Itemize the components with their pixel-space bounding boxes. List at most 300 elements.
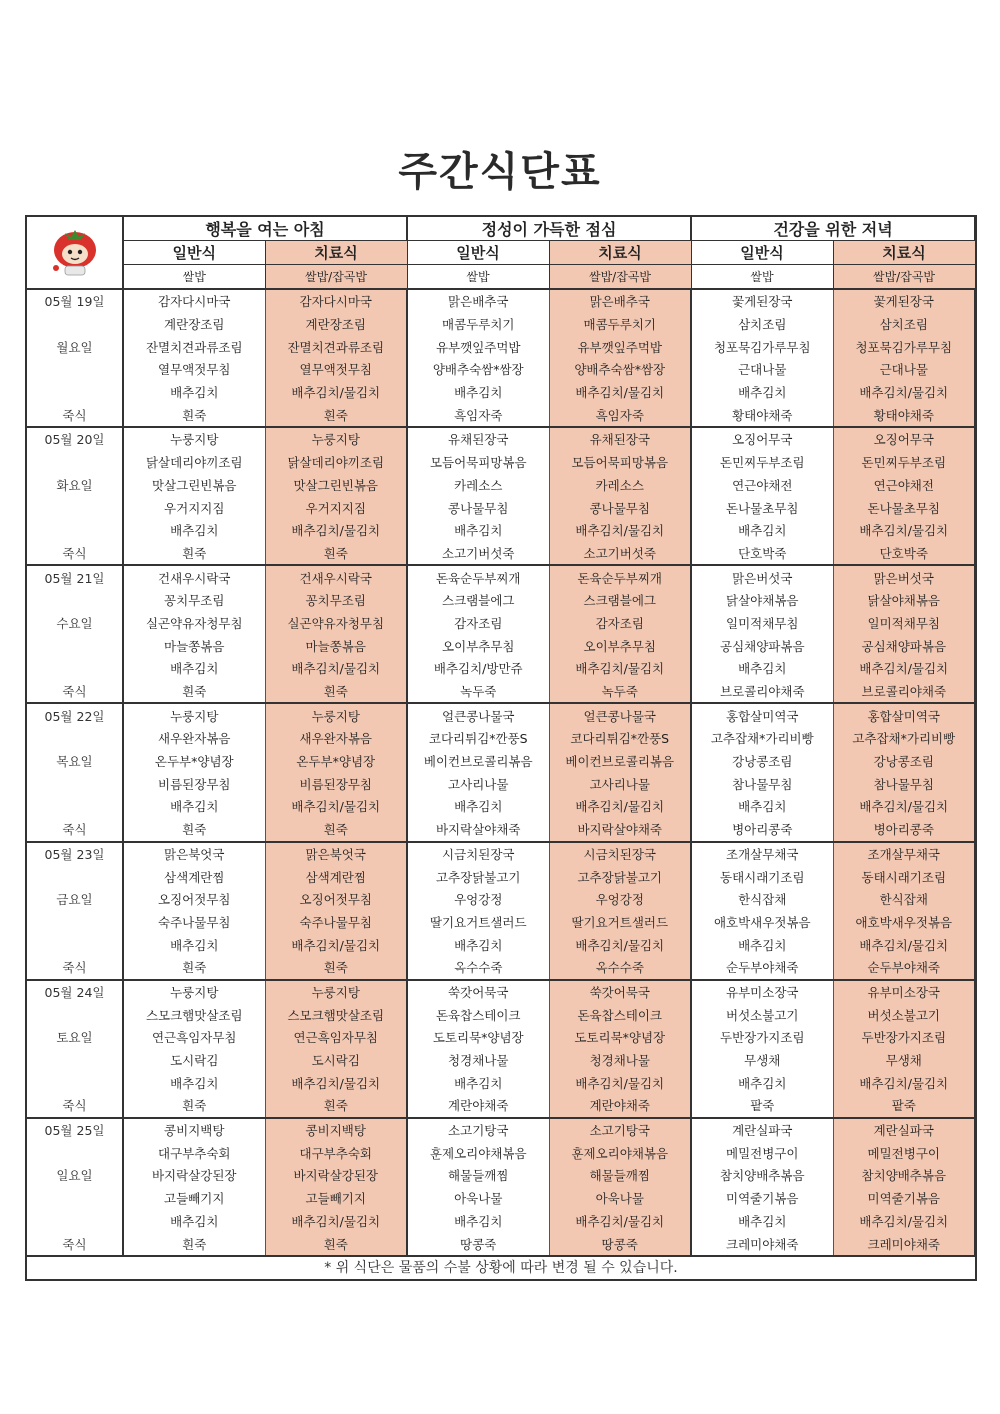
menu-item: 크레미야채죽: [691, 1232, 833, 1255]
menu-item: 대구부추숙회: [265, 1141, 407, 1164]
menu-item: 아욱나물: [407, 1187, 549, 1210]
menu-item: 열무액젓무침: [265, 358, 407, 381]
menu-item: 고사리나물: [549, 772, 691, 795]
day-date: 05월 22일: [27, 703, 123, 727]
day-cell-empty: [27, 1141, 123, 1164]
day-weekday: 목요일: [27, 750, 123, 773]
menu-item: 꽃게된장국: [691, 289, 833, 313]
menu-item: 배추김치: [691, 933, 833, 956]
menu-item: 배추김치/물김치: [833, 1210, 975, 1233]
menu-item: 순두부야채죽: [833, 956, 975, 980]
menu-item: 옥수수죽: [549, 956, 691, 980]
menu-item: 배추김치: [123, 381, 265, 404]
menu-item: 해물들깨찜: [407, 1164, 549, 1187]
menu-item: 스모크햄맛살조림: [123, 1003, 265, 1026]
menu-item: 애호박새우젓볶음: [691, 911, 833, 934]
menu-row: [27, 542, 975, 566]
menu-item: 고추잡채*가리비빵: [833, 727, 975, 750]
menu-item: 순두부야채죽: [691, 956, 833, 980]
menu-row: [27, 1187, 975, 1210]
menu-row: [27, 474, 975, 497]
menu-item: 콩나물무침: [549, 496, 691, 519]
menu-item: 황태야채죽: [833, 403, 975, 427]
menu-item: 계란장조림: [265, 313, 407, 336]
day-cell-empty: [27, 911, 123, 934]
menu-item: 미역줄기볶음: [691, 1187, 833, 1210]
menu-item: 카레소스: [407, 474, 549, 497]
menu-item: 고추잡채*가리비빵: [691, 727, 833, 750]
menu-item: 배추김치/물김치: [549, 519, 691, 542]
type-header: 치료식: [833, 241, 975, 265]
menu-item: 청경채나물: [549, 1049, 691, 1072]
menu-item: 얼큰콩나물국: [549, 703, 691, 727]
menu-item: 오이부추무침: [407, 634, 549, 657]
menu-item: 도시락김: [265, 1049, 407, 1072]
menu-item: 고사리나물: [407, 772, 549, 795]
menu-item: 맑은배추국: [549, 289, 691, 313]
menu-item: 배추김치/물김치: [265, 519, 407, 542]
menu-item: 돈나물초무침: [691, 496, 833, 519]
menu-item: 감자다시마국: [123, 289, 265, 313]
menu-item: 배추김치/물김치: [549, 381, 691, 404]
menu-item: 비름된장무침: [123, 772, 265, 795]
menu-item: 흰죽: [123, 818, 265, 842]
menu-row: [27, 427, 975, 451]
day-cell-empty: [27, 1003, 123, 1026]
menu-item: 시금치된장국: [549, 842, 691, 866]
day-porridge-label: 죽식: [27, 403, 123, 427]
menu-item: 누룽지탕: [265, 427, 407, 451]
menu-item: 돈민찌두부조림: [833, 451, 975, 474]
menu-row: [27, 795, 975, 818]
menu-item: 소고기버섯죽: [549, 542, 691, 566]
menu-item: 미역줄기볶음: [833, 1187, 975, 1210]
menu-item: 베이컨브로콜리볶음: [407, 750, 549, 773]
menu-row: [27, 703, 975, 727]
menu-item: 흰죽: [123, 956, 265, 980]
day-cell-empty: [27, 589, 123, 612]
menu-item: 돈육순두부찌개: [407, 565, 549, 589]
menu-item: 삼색계란찜: [123, 865, 265, 888]
menu-item: 계란야채죽: [407, 1094, 549, 1118]
menu-row: [27, 980, 975, 1004]
day-date: 05월 20일: [27, 427, 123, 451]
menu-item: 소고기탕국: [407, 1118, 549, 1142]
menu-item: 녹두죽: [549, 680, 691, 704]
menu-row: [27, 451, 975, 474]
menu-item: 오이부추무침: [549, 634, 691, 657]
menu-item: 계란장조림: [123, 313, 265, 336]
menu-item: 열무액젓무침: [123, 358, 265, 381]
menu-item: 새우완자볶음: [123, 727, 265, 750]
menu-item: 해물들깨찜: [549, 1164, 691, 1187]
menu-item: 건새우시락국: [265, 565, 407, 589]
menu-item: 돈나물초무침: [833, 496, 975, 519]
footer-note: * 위 식단은 물품의 수불 상황에 따라 변경 될 수 있습니다.: [27, 1255, 975, 1279]
menu-item: 동태시래기조림: [833, 865, 975, 888]
page-title: 주간식단표: [398, 149, 602, 195]
menu-item: 배추김치: [123, 1071, 265, 1094]
menu-item: 맛살그린빈볶음: [123, 474, 265, 497]
menu-row: [27, 1210, 975, 1233]
menu-item: 배추김치: [407, 1071, 549, 1094]
menu-item: 무생채: [833, 1049, 975, 1072]
menu-item: 닭살야채볶음: [833, 589, 975, 612]
menu-row: [27, 289, 975, 313]
rice-cell: 쌀밥: [123, 265, 265, 290]
menu-item: 배추김치/물김치: [549, 933, 691, 956]
menu-item: 배추김치: [407, 381, 549, 404]
day-weekday: 수요일: [27, 612, 123, 635]
menu-item: 참치양배추볶음: [691, 1164, 833, 1187]
menu-item: 계란실파국: [833, 1118, 975, 1142]
menu-item: 계란야채죽: [549, 1094, 691, 1118]
menu-item: 꽃게된장국: [833, 289, 975, 313]
menu-row: [27, 1003, 975, 1026]
menu-item: 소고기버섯죽: [407, 542, 549, 566]
menu-item: 흰죽: [265, 818, 407, 842]
menu-item: 숙주나물무침: [265, 911, 407, 934]
day-weekday: 일요일: [27, 1164, 123, 1187]
menu-item: 누룽지탕: [265, 703, 407, 727]
rice-cell: 쌀밥/잡곡밥: [265, 265, 407, 290]
menu-item: 훈제오리야채볶음: [549, 1141, 691, 1164]
menu-item: 배추김치: [691, 657, 833, 680]
menu-item: 배추김치/물김치: [833, 933, 975, 956]
menu-item: 무생채: [691, 1049, 833, 1072]
menu-row: [27, 313, 975, 336]
type-header: 치료식: [265, 241, 407, 265]
menu-item: 흰죽: [265, 1232, 407, 1255]
menu-item: 바지락살야채죽: [407, 818, 549, 842]
rice-cell: 쌀밥/잡곡밥: [549, 265, 691, 290]
menu-item: 배추김치/물김치: [833, 519, 975, 542]
menu-item: 잔멸치견과류조림: [123, 335, 265, 358]
menu-item: 애호박새우젓볶음: [833, 911, 975, 934]
menu-item: 모듬어묵피망볶음: [407, 451, 549, 474]
menu-item: 바지락살강된장: [123, 1164, 265, 1187]
menu-item: 코다리튀김*깐풍S: [549, 727, 691, 750]
day-cell-empty: [27, 772, 123, 795]
menu-row: [27, 818, 975, 842]
day-cell-empty: [27, 933, 123, 956]
menu-row: [27, 496, 975, 519]
menu-item: 배추김치: [123, 657, 265, 680]
menu-item: 배추김치/물김치: [265, 795, 407, 818]
menu-item: 맑은버섯국: [833, 565, 975, 589]
menu-item: 실곤약유자청무침: [265, 612, 407, 635]
menu-item: 마늘쫑볶음: [265, 634, 407, 657]
day-cell-empty: [27, 313, 123, 336]
rice-cell: 쌀밥: [407, 265, 549, 290]
menu-item: 아욱나물: [549, 1187, 691, 1210]
menu-item: 청포묵김가루무침: [691, 335, 833, 358]
type-header: 일반식: [407, 241, 549, 265]
menu-item: 흰죽: [123, 1094, 265, 1118]
menu-item: 흰죽: [265, 403, 407, 427]
menu-item: 카레소스: [549, 474, 691, 497]
menu-row: [27, 888, 975, 911]
menu-item: 오징어젓무침: [265, 888, 407, 911]
menu-item: 흑임자죽: [549, 403, 691, 427]
menu-item: 배추김치/물김치: [549, 1071, 691, 1094]
day-cell-empty: [27, 451, 123, 474]
menu-row: [27, 1232, 975, 1255]
menu-item: 배추김치: [407, 795, 549, 818]
menu-item: 유부미소장국: [691, 980, 833, 1004]
menu-item: 배추김치/방만쥬: [407, 657, 549, 680]
menu-row: [27, 589, 975, 612]
menu-item: 바지락살야채죽: [549, 818, 691, 842]
menu-item: 누룽지탕: [123, 427, 265, 451]
menu-body: [27, 289, 975, 1255]
menu-item: 병아리콩죽: [833, 818, 975, 842]
menu-item: 흰죽: [265, 956, 407, 980]
menu-row: [27, 358, 975, 381]
menu-item: 메밀전병구이: [691, 1141, 833, 1164]
menu-row: [27, 911, 975, 934]
menu-item: 우거지지짐: [265, 496, 407, 519]
menu-item: 배추김치/물김치: [833, 795, 975, 818]
menu-row: [27, 933, 975, 956]
menu-item: 흑임자죽: [407, 403, 549, 427]
menu-item: 도시락김: [123, 1049, 265, 1072]
menu-item: 연근야채전: [833, 474, 975, 497]
menu-item: 맑은북엇국: [265, 842, 407, 866]
menu-item: 배추김치: [407, 519, 549, 542]
day-weekday: 금요일: [27, 888, 123, 911]
menu-item: 바지락살강된장: [265, 1164, 407, 1187]
menu-item: 공심채양파볶음: [691, 634, 833, 657]
menu-item: 팥죽: [833, 1094, 975, 1118]
menu-item: 흰죽: [265, 542, 407, 566]
menu-item: 돈육순두부찌개: [549, 565, 691, 589]
menu-item: 도토리묵*양념장: [407, 1026, 549, 1049]
menu-item: 닭살데리야끼조림: [123, 451, 265, 474]
menu-item: 황태야채죽: [691, 403, 833, 427]
menu-item: 얼큰콩나물국: [407, 703, 549, 727]
menu-item: 숙주나물무침: [123, 911, 265, 934]
menu-item: 배추김치: [407, 1210, 549, 1233]
menu-item: 참나물무침: [833, 772, 975, 795]
menu-item: 매콤두루치기: [549, 313, 691, 336]
meal-header-lunch: 정성이 가득한 점심: [407, 217, 691, 241]
day-weekday: 월요일: [27, 335, 123, 358]
menu-item: 두반장가지조림: [833, 1026, 975, 1049]
menu-item: 버섯소불고기: [691, 1003, 833, 1026]
menu-item: 배추김치: [691, 795, 833, 818]
menu-item: 배추김치/물김치: [265, 1210, 407, 1233]
menu-item: 삼색계란찜: [265, 865, 407, 888]
menu-item: 배추김치: [123, 519, 265, 542]
logo: [27, 217, 123, 289]
menu-item: 유부깻잎주먹밥: [549, 335, 691, 358]
day-cell-empty: [27, 519, 123, 542]
day-date: 05월 25일: [27, 1118, 123, 1142]
menu-item: 잔멸치견과류조림: [265, 335, 407, 358]
menu-item: 홍합살미역국: [691, 703, 833, 727]
menu-item: 배추김치: [123, 1210, 265, 1233]
menu-item: 베이컨브로콜리볶음: [549, 750, 691, 773]
menu-item: 메밀전병구이: [833, 1141, 975, 1164]
menu-item: 조개살무채국: [833, 842, 975, 866]
menu-item: 모듬어묵피망볶음: [549, 451, 691, 474]
menu-item: 딸기요거트샐러드: [549, 911, 691, 934]
day-cell-empty: [27, 865, 123, 888]
menu-row: [27, 634, 975, 657]
menu-item: 배추김치/물김치: [833, 381, 975, 404]
menu-item: 단호박죽: [691, 542, 833, 566]
menu-item: 비름된장무침: [265, 772, 407, 795]
menu-row: [27, 680, 975, 704]
menu-item: 돈육찹스테이크: [549, 1003, 691, 1026]
menu-item: 흰죽: [123, 680, 265, 704]
menu-item: 콩비지백탕: [123, 1118, 265, 1142]
menu-item: 배추김치: [691, 381, 833, 404]
menu-item: 배추김치/물김치: [265, 381, 407, 404]
menu-item: 연근흑임자무침: [123, 1026, 265, 1049]
menu-row: [27, 1118, 975, 1142]
menu-item: 삼치조림: [691, 313, 833, 336]
menu-item: 맛살그린빈볶음: [265, 474, 407, 497]
menu-item: 스크램블에그: [549, 589, 691, 612]
menu-item: 땅콩죽: [549, 1232, 691, 1255]
menu-item: 계란실파국: [691, 1118, 833, 1142]
menu-item: 한식잡채: [691, 888, 833, 911]
menu-item: 훈제오리야채볶음: [407, 1141, 549, 1164]
day-date: 05월 19일: [27, 289, 123, 313]
menu-item: 꽁치무조림: [123, 589, 265, 612]
day-porridge-label: 죽식: [27, 1094, 123, 1118]
menu-item: 쑥갓어묵국: [407, 980, 549, 1004]
menu-item: 고추장닭불고기: [407, 865, 549, 888]
menu-item: 크레미야채죽: [833, 1232, 975, 1255]
menu-item: 연근야채전: [691, 474, 833, 497]
menu-item: 누룽지탕: [123, 980, 265, 1004]
day-cell-empty: [27, 1210, 123, 1233]
menu-item: 흰죽: [123, 542, 265, 566]
menu-row: [27, 1164, 975, 1187]
menu-item: 근대나물: [691, 358, 833, 381]
day-date: 05월 24일: [27, 980, 123, 1004]
menu-item: 배추김치/물김치: [549, 795, 691, 818]
menu-item: 딸기요거트샐러드: [407, 911, 549, 934]
day-cell-empty: [27, 496, 123, 519]
type-header: 일반식: [691, 241, 833, 265]
menu-item: 양배추숙쌈*쌈장: [407, 358, 549, 381]
menu-item: 일미적채무침: [833, 612, 975, 635]
menu-item: 배추김치: [123, 933, 265, 956]
meal-header-dinner: 건강을 위한 저녁: [691, 217, 975, 241]
day-cell-empty: [27, 358, 123, 381]
day-cell-empty: [27, 1049, 123, 1072]
menu-item: 강낭콩조림: [833, 750, 975, 773]
menu-item: 스모크햄맛살조림: [265, 1003, 407, 1026]
menu-item: 대구부추숙회: [123, 1141, 265, 1164]
weekly-menu-table: [25, 215, 977, 1281]
menu-row: [27, 1049, 975, 1072]
menu-item: 소고기탕국: [549, 1118, 691, 1142]
menu-item: 맑은버섯국: [691, 565, 833, 589]
menu-item: 시금치된장국: [407, 842, 549, 866]
menu-item: 건새우시락국: [123, 565, 265, 589]
menu-row: [27, 865, 975, 888]
menu-item: 쑥갓어묵국: [549, 980, 691, 1004]
menu-item: 단호박죽: [833, 542, 975, 566]
menu-item: 한식잡채: [833, 888, 975, 911]
menu-item: 양배추숙쌈*쌈장: [549, 358, 691, 381]
menu-item: 배추김치: [691, 519, 833, 542]
menu-item: 배추김치/물김치: [549, 657, 691, 680]
tomato-mascot-icon: [43, 224, 107, 278]
menu-item: 참나물무침: [691, 772, 833, 795]
menu-item: 흰죽: [265, 680, 407, 704]
menu-item: 일미적채무침: [691, 612, 833, 635]
day-cell-empty: [27, 657, 123, 680]
menu-item: 매콤두루치기: [407, 313, 549, 336]
menu-item: 유채된장국: [407, 427, 549, 451]
menu-item: 돈민찌두부조림: [691, 451, 833, 474]
menu-item: 배추김치/물김치: [549, 1210, 691, 1233]
menu-item: 누룽지탕: [123, 703, 265, 727]
menu-item: 유부미소장국: [833, 980, 975, 1004]
menu-row: [27, 657, 975, 680]
menu-item: 동태시래기조림: [691, 865, 833, 888]
menu-item: 오징어젓무침: [123, 888, 265, 911]
menu-item: 배추김치: [691, 1071, 833, 1094]
menu-item: 콩비지백탕: [265, 1118, 407, 1142]
menu-item: 청경채나물: [407, 1049, 549, 1072]
menu-row: [27, 1094, 975, 1118]
menu-item: 닭살데리야끼조림: [265, 451, 407, 474]
day-weekday: 토요일: [27, 1026, 123, 1049]
menu-item: 배추김치: [407, 933, 549, 956]
menu-item: 근대나물: [833, 358, 975, 381]
menu-item: 참치양배추볶음: [833, 1164, 975, 1187]
rice-cell: 쌀밥: [691, 265, 833, 290]
menu-row: [27, 1071, 975, 1094]
day-porridge-label: 죽식: [27, 680, 123, 704]
menu-item: 흰죽: [123, 1232, 265, 1255]
menu-item: 꽁치무조림: [265, 589, 407, 612]
menu-item: 두반장가지조림: [691, 1026, 833, 1049]
menu-item: 연근흑임자무침: [265, 1026, 407, 1049]
day-cell-empty: [27, 1187, 123, 1210]
day-porridge-label: 죽식: [27, 818, 123, 842]
menu-item: 새우완자볶음: [265, 727, 407, 750]
menu-item: 홍합살미역국: [833, 703, 975, 727]
menu-item: 콩나물무침: [407, 496, 549, 519]
menu-item: 오징어무국: [691, 427, 833, 451]
day-date: 05월 21일: [27, 565, 123, 589]
menu-item: 고추장닭불고기: [549, 865, 691, 888]
menu-item: 온두부*양념장: [265, 750, 407, 773]
menu-item: 배추김치/물김치: [265, 1071, 407, 1094]
menu-item: 맑은배추국: [407, 289, 549, 313]
day-cell-empty: [27, 795, 123, 818]
menu-item: 유부깻잎주먹밥: [407, 335, 549, 358]
menu-row: [27, 381, 975, 404]
menu-item: 우엉강정: [549, 888, 691, 911]
menu-row: [27, 565, 975, 589]
menu-item: 버섯소불고기: [833, 1003, 975, 1026]
menu-item: 코다리튀김*깐풍S: [407, 727, 549, 750]
menu-item: 고들빼기지: [265, 1187, 407, 1210]
menu-item: 배추김치: [123, 795, 265, 818]
day-cell-empty: [27, 727, 123, 750]
menu-item: 조개살무채국: [691, 842, 833, 866]
menu-row: [27, 750, 975, 773]
